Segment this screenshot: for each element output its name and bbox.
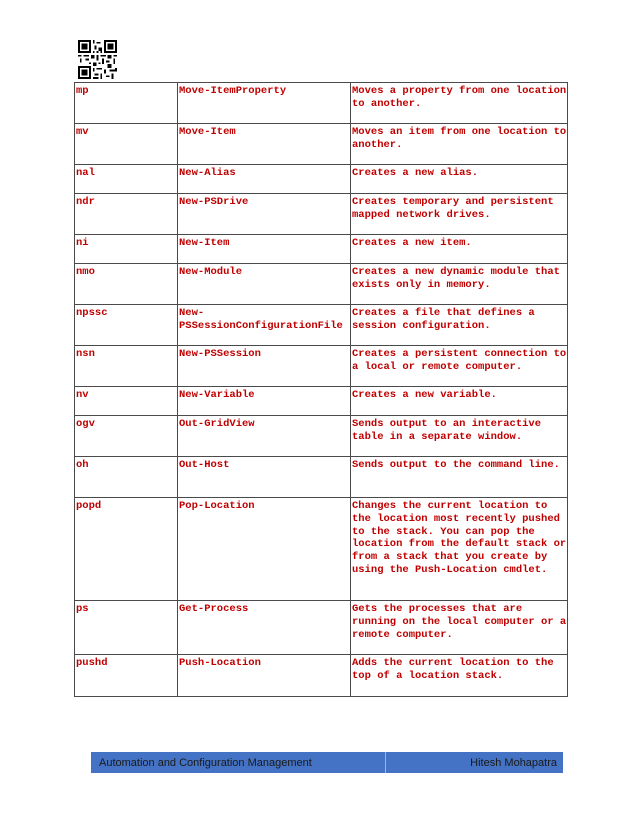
- description-cell: Sends output to the command line.: [351, 457, 568, 498]
- alias-table: [74, 82, 573, 697]
- description-cell: Creates a new item.: [351, 235, 568, 264]
- cmdlet-cell: Get-Process: [178, 601, 351, 655]
- table-row: [75, 83, 568, 124]
- footer-title: Automation and Configuration Management: [91, 752, 386, 773]
- description-cell: Changes the current location to the location most recently pushed to the stack. You can pop the location from the default stack or from a stack that you create by using the Push-Location cmdlet.: [351, 498, 568, 601]
- description-cell: Moves an item from one location to another.: [351, 124, 568, 165]
- description-cell: Creates a new variable.: [351, 387, 568, 416]
- table-row: [75, 124, 568, 165]
- alias-cell: ni: [75, 235, 178, 264]
- cmdlet-cell: New-PSSession: [178, 346, 351, 387]
- alias-cell: nmo: [75, 264, 178, 305]
- alias-table-body: [75, 83, 573, 697]
- table-row: [75, 305, 568, 346]
- table-row: [75, 387, 568, 416]
- alias-cell: mv: [75, 124, 178, 165]
- cmdlet-cell: New-Variable: [178, 387, 351, 416]
- table-row: [75, 194, 568, 235]
- description-cell: Creates a new alias.: [351, 165, 568, 194]
- cmdlet-cell: Out-GridView: [178, 416, 351, 457]
- table-row: [75, 235, 568, 264]
- alias-cell: ps: [75, 601, 178, 655]
- table-row: [75, 346, 568, 387]
- alias-cell: ndr: [75, 194, 178, 235]
- cmdlet-cell: Move-ItemProperty: [178, 83, 351, 124]
- table-row: [75, 601, 568, 655]
- table-row: [75, 457, 568, 498]
- alias-cell: pushd: [75, 655, 178, 697]
- cmdlet-cell: New-Module: [178, 264, 351, 305]
- alias-cell: nv: [75, 387, 178, 416]
- qr-code: [78, 40, 117, 79]
- alias-cell: nsn: [75, 346, 178, 387]
- cmdlet-cell: Push-Location: [178, 655, 351, 697]
- description-cell: Sends output to an interactive table in a separate window.: [351, 416, 568, 457]
- alias-cell: popd: [75, 498, 178, 601]
- table-row: [75, 264, 568, 305]
- alias-cell: npssc: [75, 305, 178, 346]
- table-row: [75, 498, 568, 601]
- description-cell: Moves a property from one location to another.: [351, 83, 568, 124]
- alias-cell: nal: [75, 165, 178, 194]
- cmdlet-cell: New-PSSessionConfigurationFile: [178, 305, 351, 346]
- description-cell: Adds the current location to the top of a location stack.: [351, 655, 568, 697]
- description-cell: Creates temporary and persistent mapped network drives.: [351, 194, 568, 235]
- table-row: [75, 416, 568, 457]
- description-cell: Creates a new dynamic module that exists only in memory.: [351, 264, 568, 305]
- cmdlet-cell: Pop-Location: [178, 498, 351, 601]
- cmdlet-cell: New-Item: [178, 235, 351, 264]
- cmdlet-cell: Out-Host: [178, 457, 351, 498]
- cmdlet-cell: New-Alias: [178, 165, 351, 194]
- description-cell: Creates a file that defines a session configuration.: [351, 305, 568, 346]
- description-cell: Creates a persistent connection to a local or remote computer.: [351, 346, 568, 387]
- alias-cell: mp: [75, 83, 178, 124]
- table-row: [75, 165, 568, 194]
- footer-author: Hitesh Mohapatra: [470, 756, 557, 769]
- alias-cell: oh: [75, 457, 178, 498]
- page-footer: [91, 752, 563, 773]
- cmdlet-cell: Move-Item: [178, 124, 351, 165]
- cmdlet-cell: New-PSDrive: [178, 194, 351, 235]
- alias-cell: ogv: [75, 416, 178, 457]
- table-row: [75, 655, 568, 697]
- description-cell: Gets the processes that are running on the local computer or a remote computer.: [351, 601, 568, 655]
